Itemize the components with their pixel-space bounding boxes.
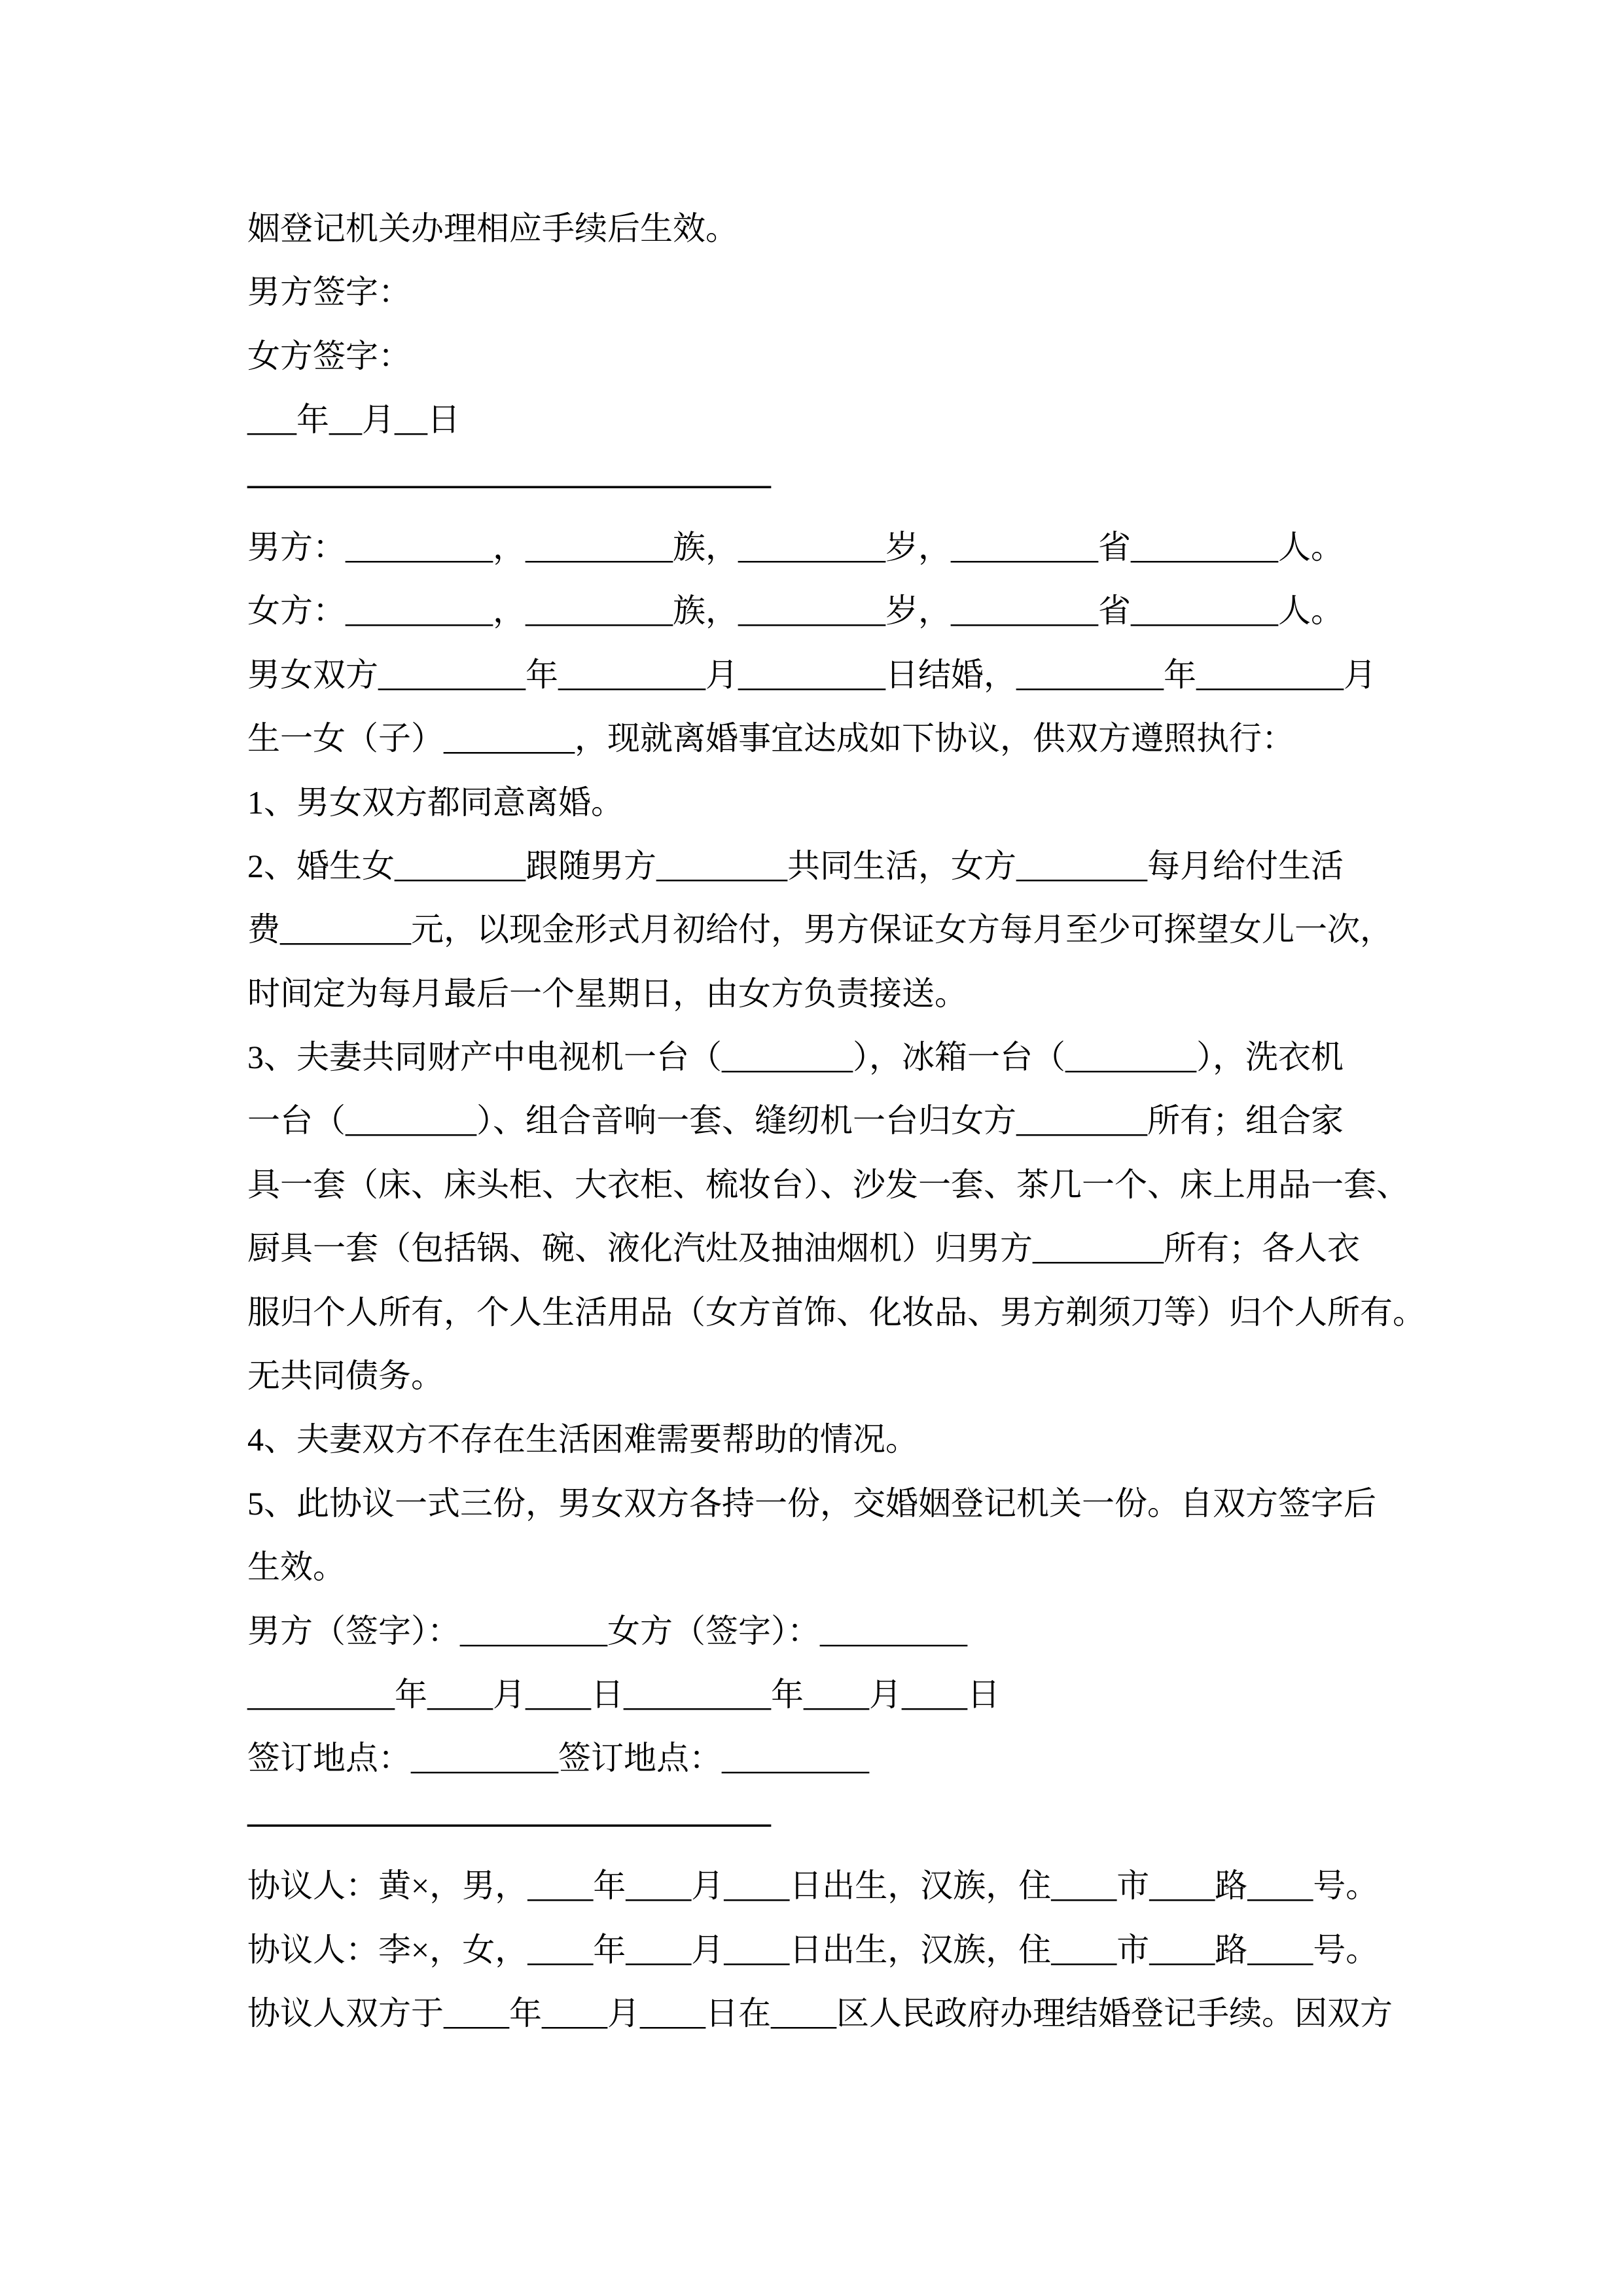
- document-line-16: 具一套（床、床头柜、大衣柜、梳妆台）、沙发一套、茶几一个、床上用品一套、: [247, 1166, 1409, 1203]
- document-line-11: 2、婚生女________跟随男方________共同生活，女方________每月给付生活: [247, 847, 1344, 884]
- document-line-1: 姻登记机关办理相应手续后生效。: [247, 210, 738, 247]
- document-line-18: 服归个人所有，个人生活用品（女方首饰、化妆品、男方剃须刀等）归个人所有。: [247, 1293, 1425, 1331]
- document-line-17: 厨具一套（包括锅、碗、液化汽灶及抽油烟机）归男方________所有；各人衣: [247, 1230, 1360, 1267]
- document-line-24: _________年____月____日_________年____月____日: [247, 1676, 1000, 1713]
- document-line-25: 签订地点：_________签订地点：_________: [247, 1740, 869, 1777]
- document-line-14: 3、夫妻共同财产中电视机一台（________），冰箱一台（________），洗衣机: [247, 1039, 1344, 1076]
- document-line-28: 协议人：李×，女，____年____月____日出生，汉族，住____市____路____号。: [247, 1931, 1379, 1968]
- document-line-12: 费________元，以现金形式月初给付，男方保证女方每月至少可探望女儿一次，: [247, 911, 1393, 948]
- document-line-6: 男方：_________，_________族，_________岁，_________省_________人。: [247, 528, 1344, 565]
- document-line-19: 无共同债务。: [247, 1357, 444, 1395]
- document-line-9: 生一女（子）________，现就离婚事宜达成如下协议，供双方遵照执行：: [247, 720, 1294, 757]
- document-line-10: 1、男女双方都同意离婚。: [247, 783, 624, 821]
- document-line-3: 女方签字：: [247, 337, 411, 374]
- document-line-29: 协议人双方于____年____月____日在____区人民政府办理结婚登记手续。因双方: [247, 1994, 1393, 2032]
- document-line-13: 时间定为每月最后一个星期日，由女方负责接送。: [247, 975, 967, 1012]
- document-line-7: 女方：_________，_________族，_________岁，_________省_________人。: [247, 592, 1344, 630]
- document-line-23: 男方（签字）：_________女方（签字）：_________: [247, 1612, 967, 1649]
- document-body: [247, 197, 1425, 2045]
- document-line-22: 生效。: [247, 1549, 346, 1586]
- separator-line-5: ————————————————: [247, 465, 771, 502]
- separator-line-26: ————————————————: [247, 1803, 771, 1840]
- document-line-8: 男女双方_________年_________月_________日结婚，_________年_________月: [247, 656, 1376, 693]
- document-line-21: 5、此协议一式三份，男女双方各持一份，交婚姻登记机关一份。自双方签字后: [247, 1484, 1376, 1522]
- document-line-27: 协议人：黄×，男，____年____月____日出生，汉族，住____市____路____号。: [247, 1867, 1379, 1905]
- document-line-15: 一台（________）、组合音响一套、缝纫机一台归女方________所有；组合家: [247, 1102, 1344, 1139]
- document-line-2: 男方签字：: [247, 274, 411, 311]
- document-line-20: 4、夫妻双方不存在生活困难需要帮助的情况。: [247, 1421, 918, 1458]
- document-line-4: ___年__月__日: [247, 401, 460, 439]
